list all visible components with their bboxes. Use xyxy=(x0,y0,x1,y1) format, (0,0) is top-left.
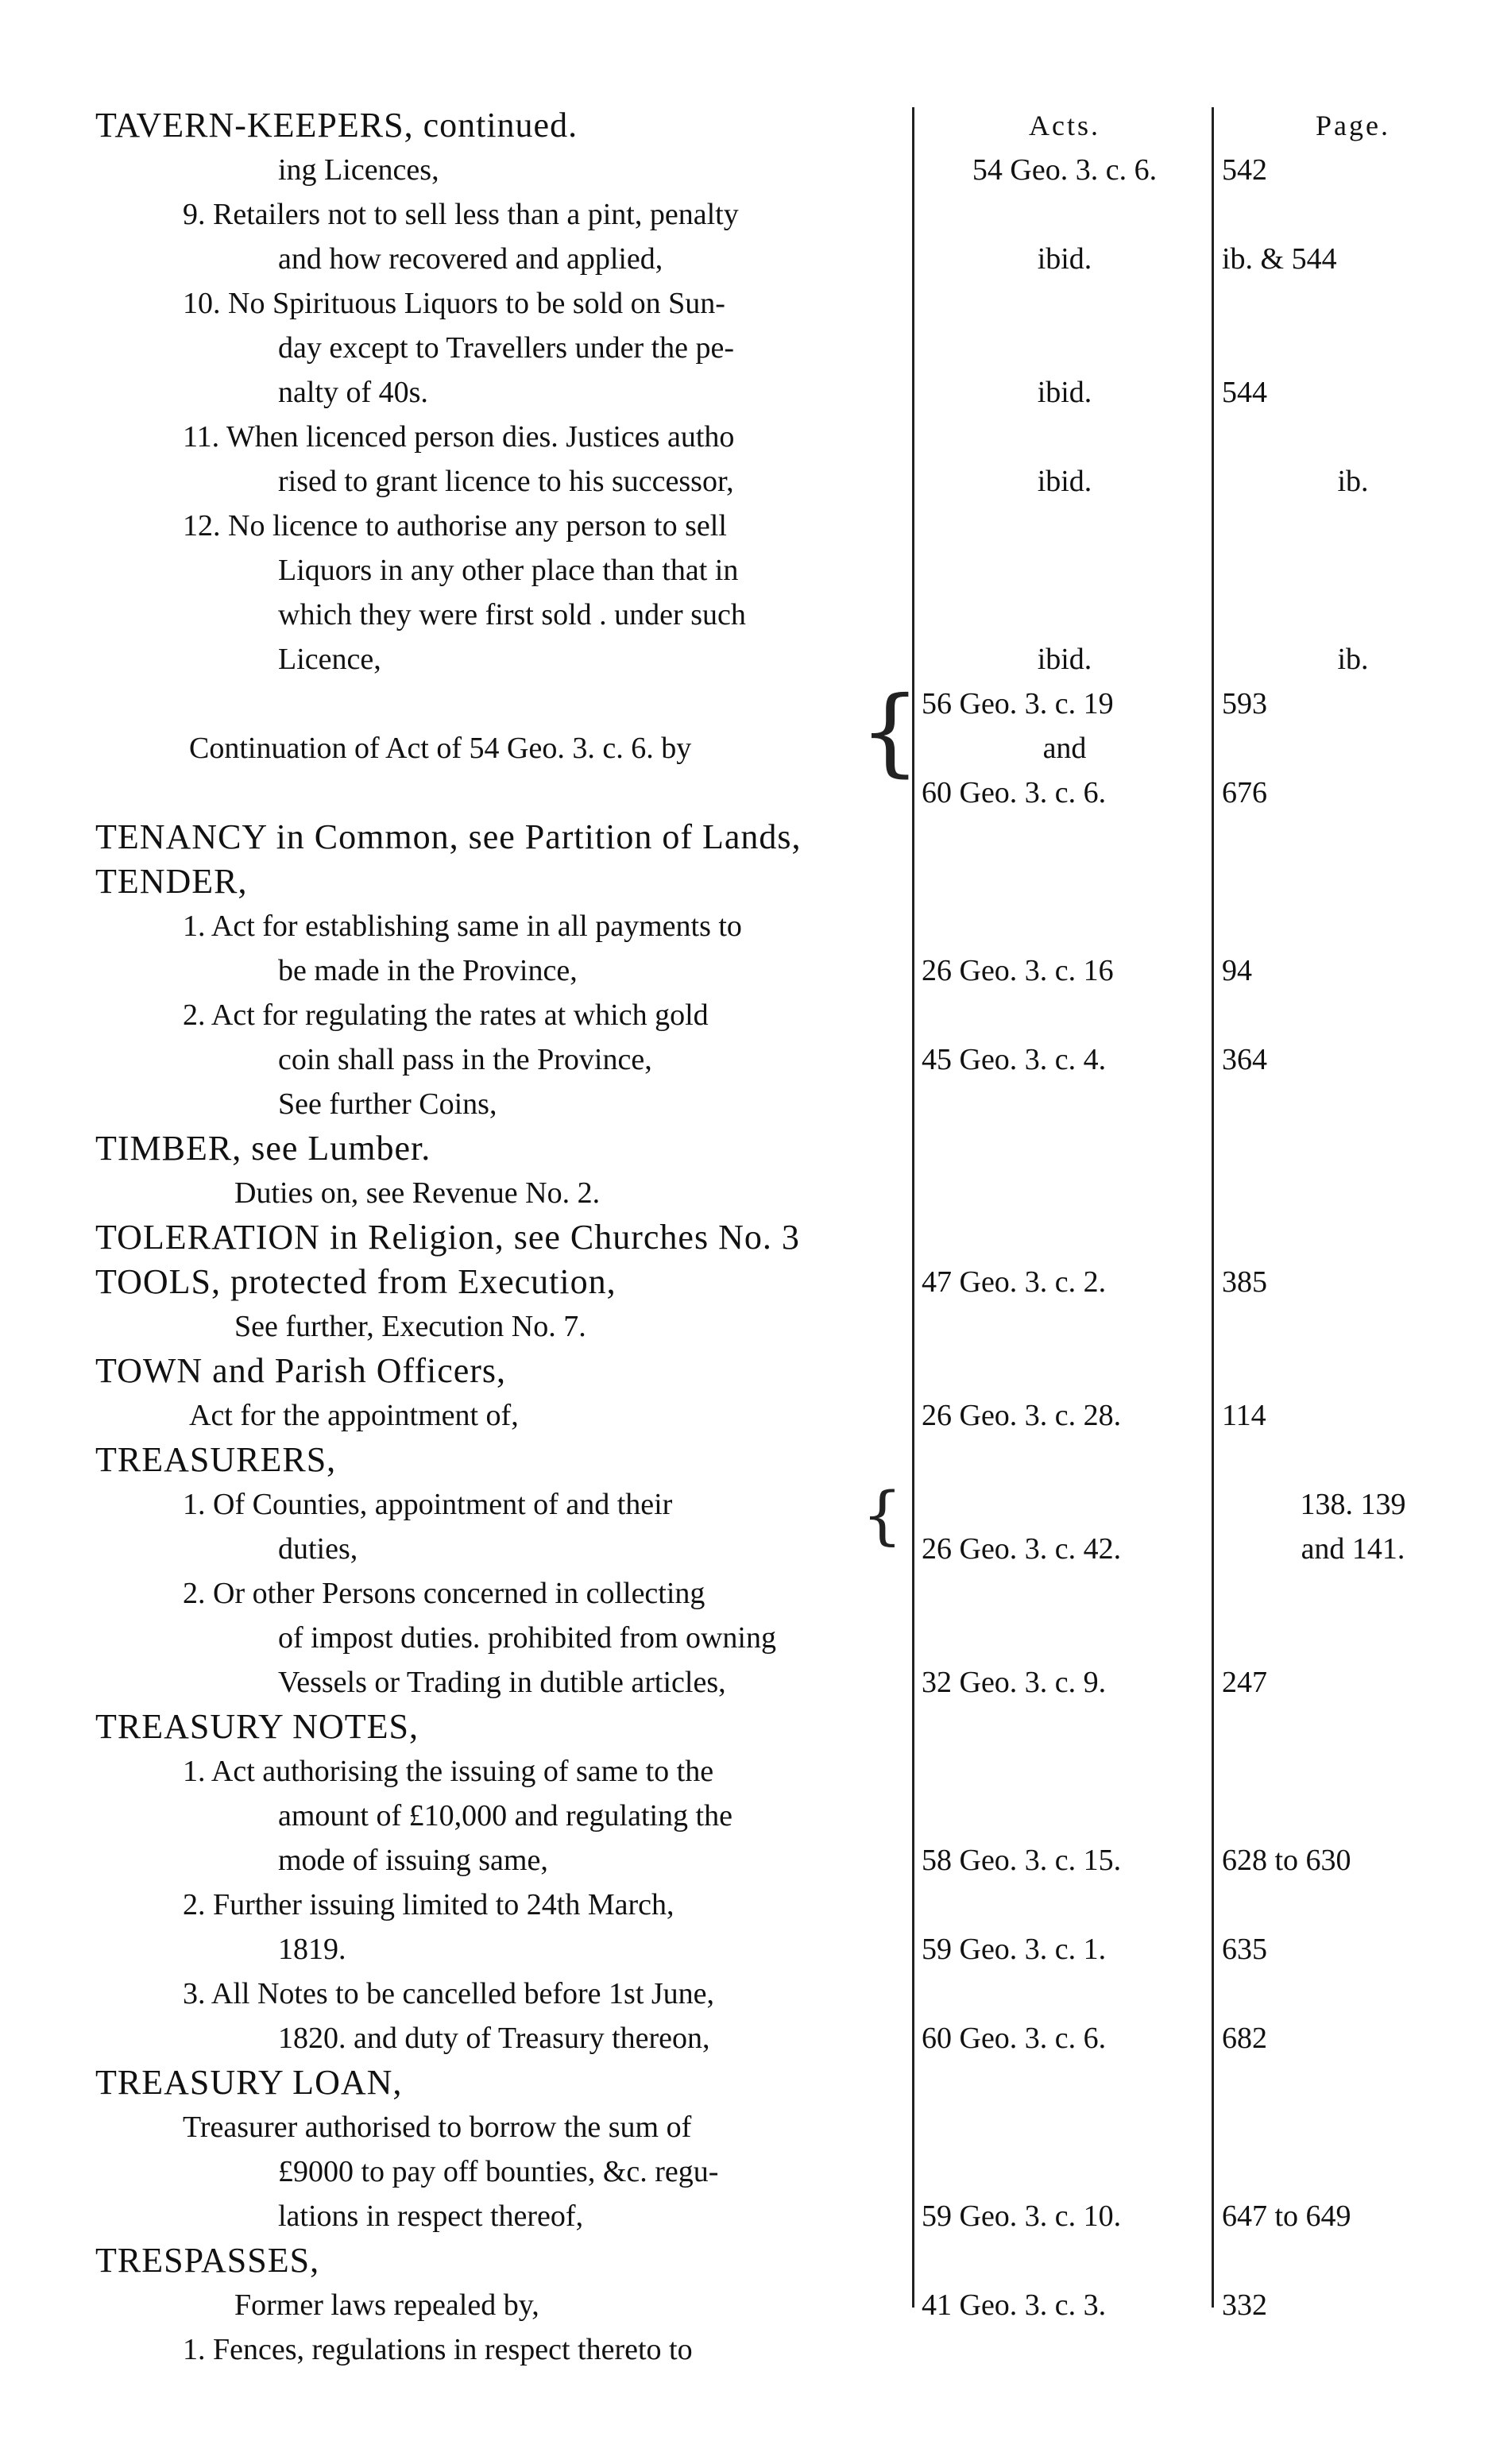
entry-page: 628 to 630 xyxy=(1222,1844,1351,1877)
entry-page: 593 xyxy=(1222,687,1267,720)
entry-heading: TREASURY LOAN, xyxy=(95,2063,403,2102)
index-row xyxy=(0,2060,1492,2105)
entry-act: 56 Geo. 3. c. 19 xyxy=(922,687,1114,720)
entry-text: of impost duties. prohibited from owning xyxy=(278,1621,776,1655)
entry-text: 9. Retailers not to sell less than a pint, penalty xyxy=(183,198,739,231)
entry-act: 26 Geo. 3. c. 16 xyxy=(922,954,1114,987)
entry-act: 32 Geo. 3. c. 9. xyxy=(922,1666,1107,1699)
index-row xyxy=(0,1794,1492,1838)
entry-act: ibid. xyxy=(1037,643,1092,676)
entry-heading: TOWN and Parish Officers, xyxy=(95,1351,507,1390)
entry-text: 11. When licenced person dies. Justices autho xyxy=(183,420,735,454)
entry-page: 332 xyxy=(1222,2288,1267,2322)
index-row xyxy=(0,237,1492,281)
entry-heading: TENANCY in Common, see Partition of Lands, xyxy=(95,817,802,856)
entry-text: 3. All Notes to be cancelled before 1st June, xyxy=(183,1977,715,2010)
index-row xyxy=(0,1571,1492,1616)
entry-act: ibid. xyxy=(1037,376,1092,409)
entry-act: 47 Geo. 3. c. 2. xyxy=(922,1265,1107,1299)
index-row xyxy=(0,2283,1492,2327)
index-row xyxy=(0,2149,1492,2194)
treasurers-brace: { xyxy=(862,1478,903,1552)
index-row xyxy=(0,1393,1492,1438)
entry-text: 1820. and duty of Treasury thereon, xyxy=(278,2022,710,2055)
entry-act: ibid. xyxy=(1037,465,1092,498)
entry-text: 2. Act for regulating the rates at which gold xyxy=(183,998,709,1032)
acts-column-header: Acts. xyxy=(1029,110,1100,141)
index-row xyxy=(0,1705,1492,1749)
index-row xyxy=(0,904,1492,948)
entry-page: 635 xyxy=(1222,1933,1267,1966)
entry-text: 2. Further issuing limited to 24th March, xyxy=(183,1888,674,1921)
index-row xyxy=(0,370,1492,415)
entry-text: Treasurer authorised to borrow the sum of xyxy=(183,2111,692,2144)
entry-text: Duties on, see Revenue No. 2. xyxy=(234,1176,601,1210)
page-column-header: Page. xyxy=(1316,110,1390,141)
entry-page: 247 xyxy=(1222,1666,1267,1699)
entry-page: ib. & 544 xyxy=(1222,242,1337,276)
entry-heading: TOLERATION in Religion, see Churches No. 3 xyxy=(95,1218,800,1257)
index-row xyxy=(0,1927,1492,1972)
index-row xyxy=(0,1527,1492,1571)
index-row xyxy=(0,1082,1492,1126)
entry-text: 12. No licence to authorise any person to sell xyxy=(183,509,727,543)
entry-text: ing Licences, xyxy=(278,153,439,187)
continuation-brace: { xyxy=(860,677,921,787)
entry-text: Vessels or Trading in dutible articles, xyxy=(278,1666,726,1699)
entry-page: 542 xyxy=(1222,153,1267,187)
entry-page: 676 xyxy=(1222,776,1267,809)
entry-act: 60 Geo. 3. c. 6. xyxy=(922,2022,1107,2055)
entry-text: day except to Travellers under the pe- xyxy=(278,331,735,365)
entry-act: ibid. xyxy=(1037,242,1092,276)
entry-text: 10. No Spirituous Liquors to be sold on Sun- xyxy=(183,287,725,320)
entry-text: Former laws repealed by, xyxy=(234,2288,539,2322)
entry-page: and 141. xyxy=(1301,1532,1405,1566)
entry-page: 364 xyxy=(1222,1043,1267,1076)
index-row xyxy=(0,1616,1492,1660)
entry-text: 1. Act authorising the issuing of same to the xyxy=(183,1755,714,1788)
index-row xyxy=(0,548,1492,593)
entry-heading: TIMBER, see Lumber. xyxy=(95,1129,431,1168)
index-row xyxy=(0,1171,1492,1215)
entry-text: 1. Fences, regulations in respect thereto to xyxy=(183,2333,693,2366)
index-row xyxy=(0,1260,1492,1304)
entry-heading: TREASURERS, xyxy=(95,1440,337,1479)
index-row xyxy=(0,281,1492,326)
index-row xyxy=(0,103,1492,148)
entry-heading: TOOLS, protected from Execution, xyxy=(95,1262,617,1301)
entry-page: 682 xyxy=(1222,2022,1267,2055)
entry-page: 544 xyxy=(1222,376,1267,409)
entry-text: duties, xyxy=(278,1532,358,1566)
entry-heading: TREASURY NOTES, xyxy=(95,1707,419,1746)
entry-text: 2. Or other Persons concerned in collecting xyxy=(183,1577,705,1610)
index-row xyxy=(0,1972,1492,2016)
entry-text: which they were first sold . under such xyxy=(278,598,746,631)
index-row xyxy=(0,148,1492,192)
index-row xyxy=(0,1482,1492,1527)
index-row xyxy=(0,192,1492,237)
index-row xyxy=(0,415,1492,459)
entry-heading: TENDER, xyxy=(95,862,248,901)
entry-page: 94 xyxy=(1222,954,1252,987)
entry-text: coin shall pass in the Province, xyxy=(278,1043,652,1076)
entry-text: 1. Act for establishing same in all payments to xyxy=(183,910,742,943)
entry-text: 1. Of Counties, appointment of and their xyxy=(183,1488,673,1521)
index-row xyxy=(0,1304,1492,1349)
entry-act: 26 Geo. 3. c. 42. xyxy=(922,1532,1122,1566)
index-row xyxy=(0,815,1492,859)
index-row xyxy=(0,504,1492,548)
entry-text: lations in respect thereof, xyxy=(278,2199,584,2233)
index-row xyxy=(0,948,1492,993)
index-row xyxy=(0,2194,1492,2238)
entry-page: 647 to 649 xyxy=(1222,2199,1351,2233)
entry-act: 58 Geo. 3. c. 15. xyxy=(922,1844,1122,1877)
entry-act: 26 Geo. 3. c. 28. xyxy=(922,1399,1122,1432)
index-row xyxy=(0,1749,1492,1794)
entry-text: rised to grant licence to his successor, xyxy=(278,465,734,498)
index-row xyxy=(0,2105,1492,2149)
index-row xyxy=(0,1037,1492,1082)
entry-act: 60 Geo. 3. c. 6. xyxy=(922,776,1107,809)
entry-text: See further, Execution No. 7. xyxy=(234,1310,586,1343)
entry-text: mode of issuing same, xyxy=(278,1844,548,1877)
entry-text: and how recovered and applied, xyxy=(278,242,663,276)
entry-page: 138. 139 xyxy=(1300,1488,1406,1521)
entry-page: ib. xyxy=(1337,465,1369,498)
index-row xyxy=(0,770,1492,815)
entry-text: See further Coins, xyxy=(278,1087,497,1121)
entry-text: amount of £10,000 and regulating the xyxy=(278,1799,732,1833)
entry-act: 45 Geo. 3. c. 4. xyxy=(922,1043,1107,1076)
entry-text: Act for the appointment of, xyxy=(189,1399,519,1432)
entry-text: Continuation of Act of 54 Geo. 3. c. 6. by xyxy=(189,732,692,765)
index-row xyxy=(0,2327,1492,2372)
index-row xyxy=(0,637,1492,682)
index-row xyxy=(0,459,1492,504)
index-row xyxy=(0,1215,1492,1260)
index-row xyxy=(0,682,1492,726)
index-row xyxy=(0,593,1492,637)
index-row xyxy=(0,1838,1492,1883)
entry-act: 59 Geo. 3. c. 1. xyxy=(922,1933,1107,1966)
entry-page: ib. xyxy=(1337,643,1369,676)
entry-act: 54 Geo. 3. c. 6. xyxy=(972,153,1158,187)
entry-heading: TAVERN-KEEPERS, continued. xyxy=(95,106,578,145)
index-row xyxy=(0,1438,1492,1482)
entry-page: 385 xyxy=(1222,1265,1267,1299)
entry-text: be made in the Province, xyxy=(278,954,578,987)
index-row xyxy=(0,1349,1492,1393)
entry-text: 1819. xyxy=(278,1933,346,1966)
index-row xyxy=(0,726,1492,770)
index-row xyxy=(0,1660,1492,1705)
index-row xyxy=(0,2016,1492,2060)
entry-text: Licence, xyxy=(278,643,381,676)
entry-act: and xyxy=(1042,732,1087,765)
entry-page: 114 xyxy=(1222,1399,1266,1432)
index-row xyxy=(0,2238,1492,2283)
index-row xyxy=(0,993,1492,1037)
entry-text: £9000 to pay off bounties, &c. regu- xyxy=(278,2155,719,2188)
entry-act: 41 Geo. 3. c. 3. xyxy=(922,2288,1107,2322)
index-row xyxy=(0,326,1492,370)
index-row xyxy=(0,1883,1492,1927)
index-row xyxy=(0,859,1492,904)
entry-text: nalty of 40s. xyxy=(278,376,428,409)
entry-act: 59 Geo. 3. c. 10. xyxy=(922,2199,1122,2233)
entry-heading: TRESPASSES, xyxy=(95,2241,320,2280)
entry-text: Liquors in any other place than that in xyxy=(278,554,739,587)
index-row xyxy=(0,1126,1492,1171)
